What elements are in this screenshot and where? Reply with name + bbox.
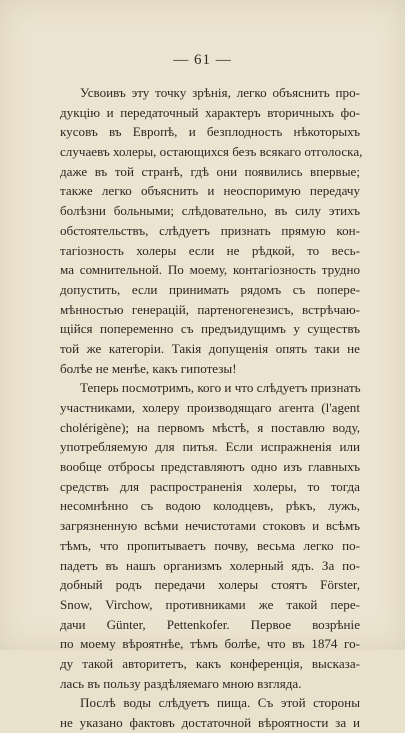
text-line: добный родъ передачи холеры стоятъ Förster, — [60, 577, 360, 593]
text-line: ду такой авторитетъ, какъ конференція, высказа- — [60, 655, 360, 671]
text-line: тагіозность холеры если не рѣдкой, то весь- — [60, 242, 360, 258]
text-line: щійся попеременно съ предъидущимъ у существъ — [60, 321, 360, 337]
text-line: употребляемую для питья. Если испражненія или — [60, 439, 360, 455]
text-line: кусовъ въ Европѣ, и безплодность нѣкоторыхъ — [60, 124, 360, 140]
text-line: тѣмъ, что пропитываетъ почву, весьма легко по- — [60, 537, 360, 553]
text-line: случаевъ холеры, остающихся безъ всякаго отголоска, — [60, 144, 363, 160]
text-line: болѣе не менѣе, какъ гипотезы! — [60, 360, 237, 376]
text-line: не указано фактовъ достаточной вѣроятности за и — [60, 715, 360, 730]
text-line: даже въ той странѣ, гдѣ они появились впервые; — [60, 163, 360, 179]
text-line: по моему вѣроятнѣе, тѣмъ болѣе, что въ 1874 го- — [60, 636, 360, 652]
text-line: допустить, если принимать рядомъ съ попере- — [60, 281, 360, 297]
text-line: Snow, Virchow, противниками же такой пере- — [60, 596, 360, 612]
text-line: мѣнностью генерацій, партеногенезисъ, встрѣчаю- — [60, 301, 360, 317]
text-line: падетъ въ нашъ организмъ холерный ядъ. За по- — [60, 557, 360, 573]
text-line: дукцію и передаточный характеръ вторичныхъ фо- — [60, 104, 360, 120]
text-line: обстоятельствъ, слѣдуетъ признать прямую кон- — [60, 222, 360, 238]
text-line: средствъ для распространенія холеры, то тогда — [60, 478, 360, 494]
text-line: ма сомнительной. По моему, контагіозность трудно — [60, 262, 360, 278]
text-line: Послѣ воды слѣдуетъ пища. Съ этой стороны — [80, 695, 360, 711]
text-line: также легко объяснить и неоспоримую передачу — [60, 183, 360, 199]
text-line: вообще отбросы представляютъ одно изъ главныхъ — [60, 459, 360, 475]
text-line: той же категоріи. Такія допущенія опять таки не — [60, 340, 360, 356]
text-line: загрязненную всѣми нечистотами стоковъ и всѣмъ — [60, 518, 360, 534]
text-line: несомнѣнно съ водою колодцевъ, рѣкъ, лужъ, — [60, 498, 360, 514]
text-line: участниками, холеру производящаго агента (l'agent — [60, 400, 360, 415]
text-line: Усвоивъ эту точку зрѣнія, легко объяснить про- — [80, 85, 360, 100]
body-text — [60, 83, 363, 733]
page-number: — 61 — — [173, 52, 232, 68]
text-line: лась въ пользу раздѣляемаго мною взгляда. — [60, 675, 302, 691]
text-line: Теперь посмотримъ, кого и что слѣдуетъ признать — [80, 380, 361, 396]
text-line: дачи Günter, Pettenkofer. Первое возрѣніе — [60, 616, 360, 632]
text-line: болѣзни больными; слѣдовательно, въ силу этихъ — [60, 203, 360, 219]
text-line: cholérigène); на первомъ мѣстѣ, я поставлю воду, — [60, 419, 360, 435]
